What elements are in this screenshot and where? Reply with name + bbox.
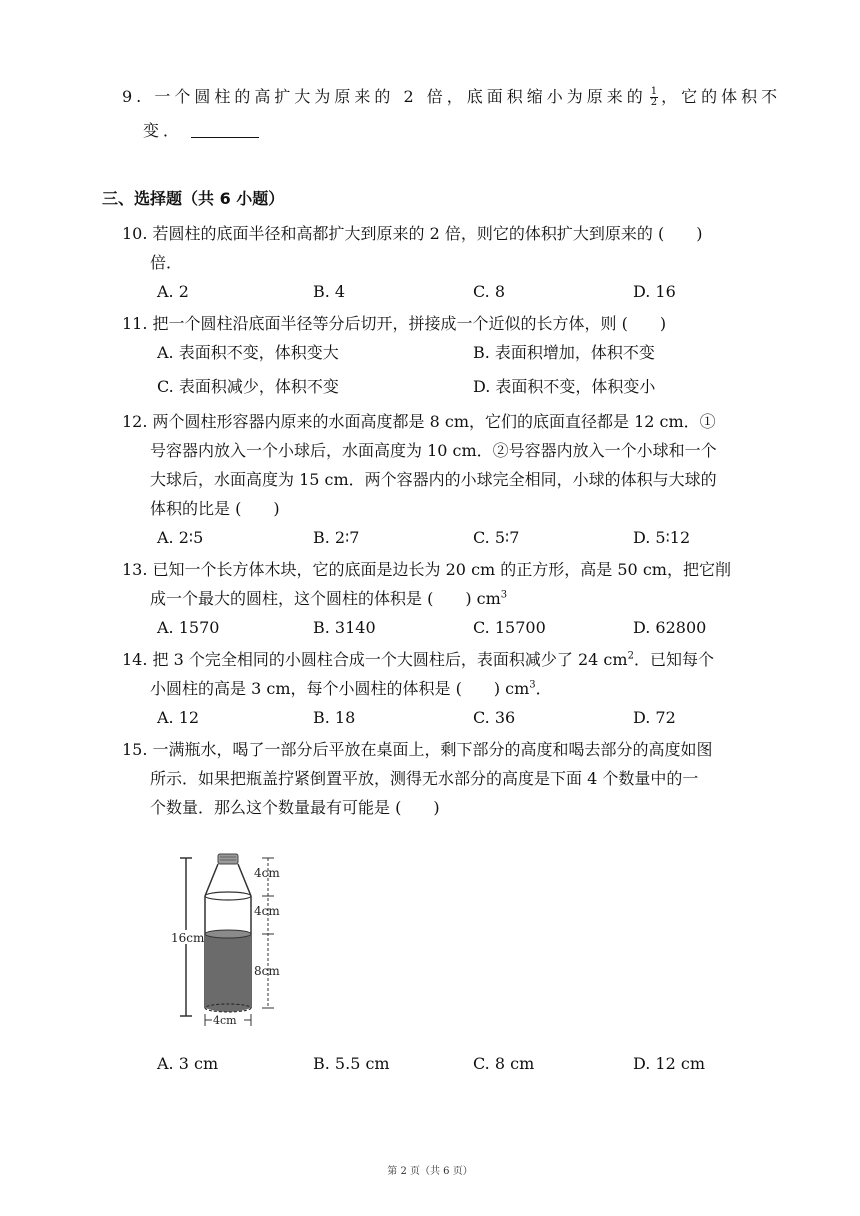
label-top-height: 4cm — [254, 866, 280, 880]
superscript: 2 — [627, 650, 634, 662]
option-d: D. 72 — [633, 708, 676, 727]
option-b: B. 18 — [313, 708, 356, 727]
question-9-line-1 — [122, 86, 781, 108]
option-b: B. 3140 — [313, 618, 376, 637]
option-d: D. 表面积不变，体积变小 — [473, 377, 656, 396]
question-12-line-3: 大球后，水面高度为 15 cm．两个容器内的小球完全相同，小球的体积与大球的 — [150, 470, 717, 489]
question-9-text-a: 9. 一个圆柱的高扩大为原来的 2 倍，底面积缩小为原来的 — [122, 87, 647, 106]
superscript: 3 — [500, 589, 508, 601]
label-width: 4cm — [213, 1014, 237, 1027]
option-d: D. 5∶12 — [633, 528, 691, 547]
option-c: C. 15700 — [473, 618, 546, 637]
label-water-height: 8cm — [254, 964, 280, 978]
question-15-line-1: 15. 一满瓶水，喝了一部分后平放在桌面上，剩下部分的高度和喝去部分的高度如图 — [122, 740, 713, 759]
option-c: C. 8 cm — [473, 1054, 535, 1073]
option-a: A. 1570 — [157, 618, 220, 637]
question-9-line-2: 变． — [143, 120, 259, 142]
option-b: B. 表面积增加，体积不变 — [473, 343, 655, 362]
question-13-line-2: 成一个最大的圆柱，这个圆柱的体积是 ( ) $cm^3$ — [150, 589, 508, 608]
option-d: D. 62800 — [633, 618, 707, 637]
option-d: D. 16 — [633, 282, 676, 301]
question-14-line-2: 小圆柱的高是 3 cm，每个小圆柱的体积是 ( ) $cm^3$． — [150, 679, 552, 698]
option-c: C. 5∶7 — [473, 528, 520, 547]
option-c: C. 表面积减少，体积不变 — [157, 377, 339, 396]
label-mid-height: 4cm — [254, 904, 280, 918]
question-12-line-4: 体积的比是 ( ) — [150, 499, 280, 518]
option-a: A. 12 — [157, 708, 200, 727]
label-total-height: 16cm — [171, 931, 205, 945]
option-b: B. 4 — [313, 282, 346, 301]
question-12-line-1: 12. 两个圆柱形容器内原来的水面高度都是 8 cm，它们的底面直径都是 12 cm．① — [122, 412, 716, 431]
option-a: A. 表面积不变，体积变大 — [157, 343, 339, 362]
question-11-line-1: 11. 把一个圆柱沿底面半径等分后切开，拼接成一个近似的长方体，则 ( ) — [122, 314, 667, 333]
question-10-line-2: 倍． — [150, 253, 183, 272]
option-c: C. 36 — [473, 708, 516, 727]
option-b: B. 2∶7 — [313, 528, 360, 547]
section-title: 三、选择题（共 6 小题） — [102, 189, 285, 208]
question-13-line-1: 13. 已知一个长方体木块，它的底面是边长为 20 cm 的正方形，高是 50 cm，把它削 — [122, 560, 731, 579]
option-d: D. 12 cm — [633, 1054, 706, 1073]
option-c: C. 8 — [473, 282, 506, 301]
option-a: A. 2∶5 — [157, 528, 204, 547]
answer-blank — [191, 121, 259, 138]
page-footer: 第 2 页（共 6 页） — [387, 1166, 473, 1177]
question-10-line-1: 10. 若圆柱的底面半径和高都扩大到原来的 2 倍，则它的体积扩大到原来的 ( ) — [122, 224, 703, 243]
question-12-line-2: 号容器内放入一个小球后，水面高度为 10 cm．②号容器内放入一个小球和一个 — [150, 441, 717, 460]
question-15-line-2: 所示．如果把瓶盖拧紧倒置平放，测得无水部分的高度是下面 4 个数量中的一 — [150, 769, 699, 788]
option-b: B. 5.5 cm — [313, 1054, 390, 1073]
fraction-one-half: $\frac{1}{2}$ — [650, 86, 658, 108]
superscript: 3 — [529, 679, 536, 691]
option-a: A. 2 — [157, 282, 189, 301]
question-9-text-b: ，它的体积不 — [661, 87, 782, 106]
bottle-diagram — [168, 848, 300, 1030]
question-14-line-1: 14. 把 3 个完全相同的小圆柱合成一个大圆柱后，表面积减少了 24 $cm^2$．已知每个 — [122, 650, 714, 669]
option-a: A. 3 cm — [157, 1054, 219, 1073]
question-15-line-3: 个数量．那么这个数量最有可能是 ( ) — [150, 798, 440, 817]
